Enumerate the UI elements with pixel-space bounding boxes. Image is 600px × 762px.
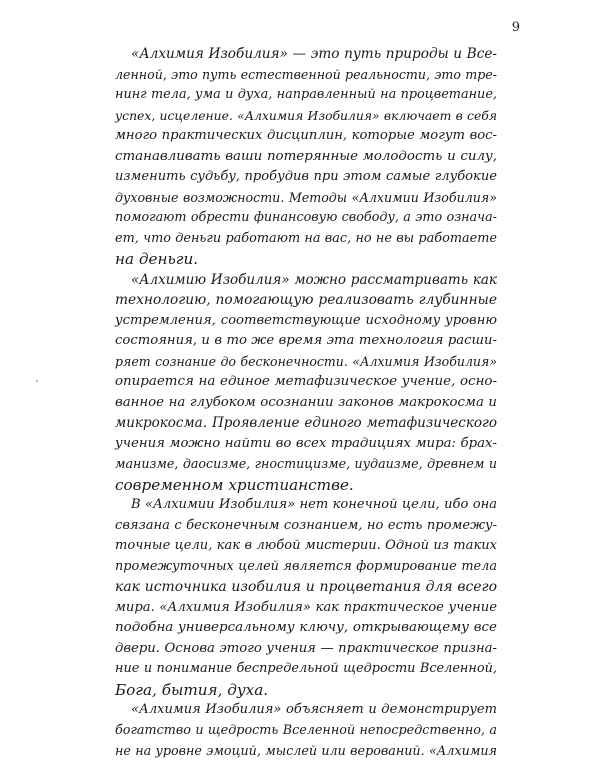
- text-line: устремления, соответствующие исходному уровню: [115, 312, 497, 328]
- text-line: мира. «Алхимия Изобилия» как практическое учение: [115, 599, 497, 615]
- text-line: учения можно найти во всех традициях мира: брах-: [115, 435, 497, 451]
- text-line: микрокосма. Проявление единого метафизического: [115, 415, 497, 431]
- text-line: опирается на единое метафизическое учение, осно-: [115, 374, 497, 389]
- text-line: нинг тела, ума и духа, направленный на процветание,: [115, 87, 497, 102]
- page-number: 9: [511, 20, 520, 35]
- text-line: современном христианстве.: [115, 475, 354, 494]
- text-line: ленной, это путь естественной реальности, это тре-: [115, 66, 497, 82]
- text-line: Бога, бытия, духа.: [115, 680, 269, 699]
- text-line: «Алхимия Изобилия» — это путь природы и Все-: [131, 46, 497, 62]
- body-text: [115, 44, 497, 762]
- text-line: на деньги.: [115, 250, 199, 268]
- text-line: В «Алхимии Изобилия» нет конечной цели, ибо она: [131, 497, 497, 512]
- text-line: промежуточных целей является формирование тела: [115, 558, 497, 574]
- text-line: связана с бесконечным сознанием, но есть промежу-: [115, 517, 497, 533]
- text-line: успех, исцеление. «Алхимия Изобилия» включает в себя: [115, 108, 497, 123]
- text-line: «Алхимию Изобилия» можно рассматривать как: [131, 271, 497, 288]
- text-line: как источника изобилия и процветания для всего: [115, 579, 497, 595]
- text-line: изменить судьбу, пробудив при этом самые глубокие: [115, 169, 497, 184]
- text-line: помогают обрести финансовую свободу, а это означа-: [115, 210, 497, 225]
- text-line: «Алхимия Изобилия» объясняет и демонстрирует: [131, 702, 497, 717]
- margin-mark: [36, 380, 38, 382]
- text-line: манизме, даосизме, гностицизме, иудаизме, древнем и: [115, 456, 497, 471]
- text-line: точные цели, как в любой мистерии. Одной из таких: [115, 538, 497, 553]
- text-line: много практических дисциплин, которые могут вос-: [115, 128, 497, 143]
- text-line: ние и понимание беспредельной щедрости Вселенной,: [115, 661, 497, 676]
- text-line: станавливать ваши потерянные молодость и силу,: [115, 148, 497, 164]
- text-line: ряет сознание до бесконечности. «Алхимия Изобилия»: [115, 353, 497, 369]
- text-line: не на уровне эмоций, мыслей или верований. «Алхимия: [115, 743, 497, 758]
- text-line: ет, что деньги работают на вас, но не вы работаете: [115, 230, 497, 246]
- text-line: состояния, и в то же время эта технология расши-: [115, 333, 497, 348]
- text-line: двери. Основа этого учения — практическое призна-: [115, 640, 497, 656]
- text-line: богатство и щедрость Вселенной непосредственно, а: [115, 722, 497, 738]
- text-line: технологию, помогающую реализовать глубинные: [115, 292, 497, 308]
- text-line: ванное на глубоком осознании законов макрокосма и: [115, 394, 497, 410]
- text-line: подобна универсальному ключу, открывающему все: [115, 620, 497, 635]
- text-line: духовные возможности. Методы «Алхимии Изобилия»: [115, 189, 497, 205]
